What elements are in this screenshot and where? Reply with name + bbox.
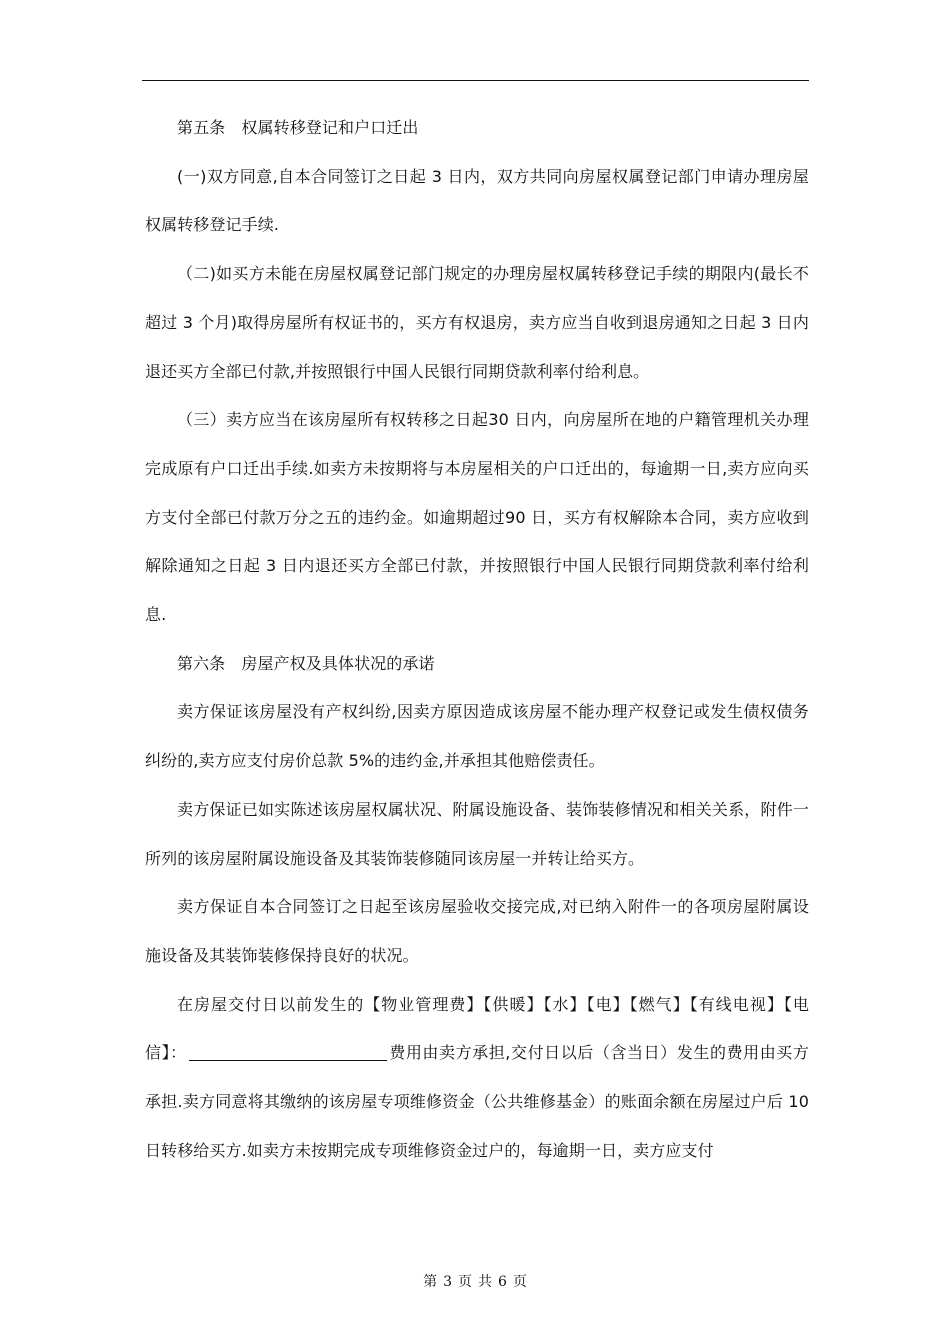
article-6-heading: 第六条 房屋产权及具体状况的承诺 [177, 653, 435, 673]
article-6-paragraph-2: 卖方保证已如实陈述该房屋权属状况、附属设施设备、装饰装修情况和相关关系，附件一所列的该房屋附属设施设备及其装饰装修随同该房屋一并转让给买方。 [145, 799, 809, 868]
page-number-footer [0, 1272, 950, 1292]
footer-suffix: 页 [512, 1274, 527, 1290]
header-rule [142, 80, 809, 81]
contract-body [145, 104, 809, 1175]
article-6-paragraph-1: 卖方保证该房屋没有产权纠纷,因卖方原因造成该房屋不能办理产权登记或发生债权债务纠纷的,卖方应支付房价总款 5%的违约金,并承担其他赔偿责任。 [145, 702, 809, 771]
article-5-heading: 第五条 权属转移登记和户口迁出 [177, 118, 419, 137]
article-5-clause-3: （三）卖方应当在该房屋所有权转移之日起30 日内，向房屋所在地的户籍管理机关办理完成原有户口迁出手续.如卖方未按期将与本房屋相关的户口迁出的，每逾期一日,卖方应向买方支付全部已付款万分之五的违约金。如逾期超过90 日，买方有权解除本合同，卖方应收到解除通知之日起 3 日内退还买方全部已付款，并按照银行中国人民银行同期贷款利率付给利息. [145, 410, 809, 625]
current-page-number: 3 [443, 1274, 452, 1290]
footer-total-word: 共 [478, 1274, 492, 1290]
article-6-paragraph-3: 卖方保证自本合同签订之日起至该房屋验收交接完成,对已纳入附件一的各项房屋附属设施设备及其装饰装修保持良好的状况。 [145, 897, 809, 965]
article-5-clause-1: (一)双方同意,自本合同签订之日起 3 日内，双方共同向房屋权属登记部门申请办理房屋权属转移登记手续. [145, 166, 809, 235]
fill-in-blank [189, 1044, 387, 1061]
fees-text-after-blank: 费用由卖方承担,交付日以后（含当日）发生的费用由买方承担.卖方同意将其缴纳的该房屋专项维修资金（公共维修基金）的账面余额在房屋过户后 10 日转移给买方.如卖方未按期完成专项维修资金过户的，每逾期一日，卖方应支付 [145, 1043, 809, 1160]
footer-page-word: 页 [458, 1274, 472, 1290]
total-pages-number: 6 [498, 1274, 507, 1290]
article-5-clause-2: （二)如买方未能在房屋权属登记部门规定的办理房屋权属转移登记手续的期限内(最长不超过 3 个月)取得房屋所有权证书的，买方有权退房，卖方应当自收到退房通知之日起 3 日内退还买方全部已付款,并按照银行中国人民银行同期贷款利率付给利息。 [145, 264, 809, 381]
footer-prefix: 第 [423, 1274, 438, 1290]
article-6-paragraph-4 [145, 981, 809, 1176]
fees-text-before-blank: 在房屋交付日以前发生的【物业管理费】【供暖】【水】【电】【燃气】【有线电视】【电信】： [145, 994, 809, 1063]
